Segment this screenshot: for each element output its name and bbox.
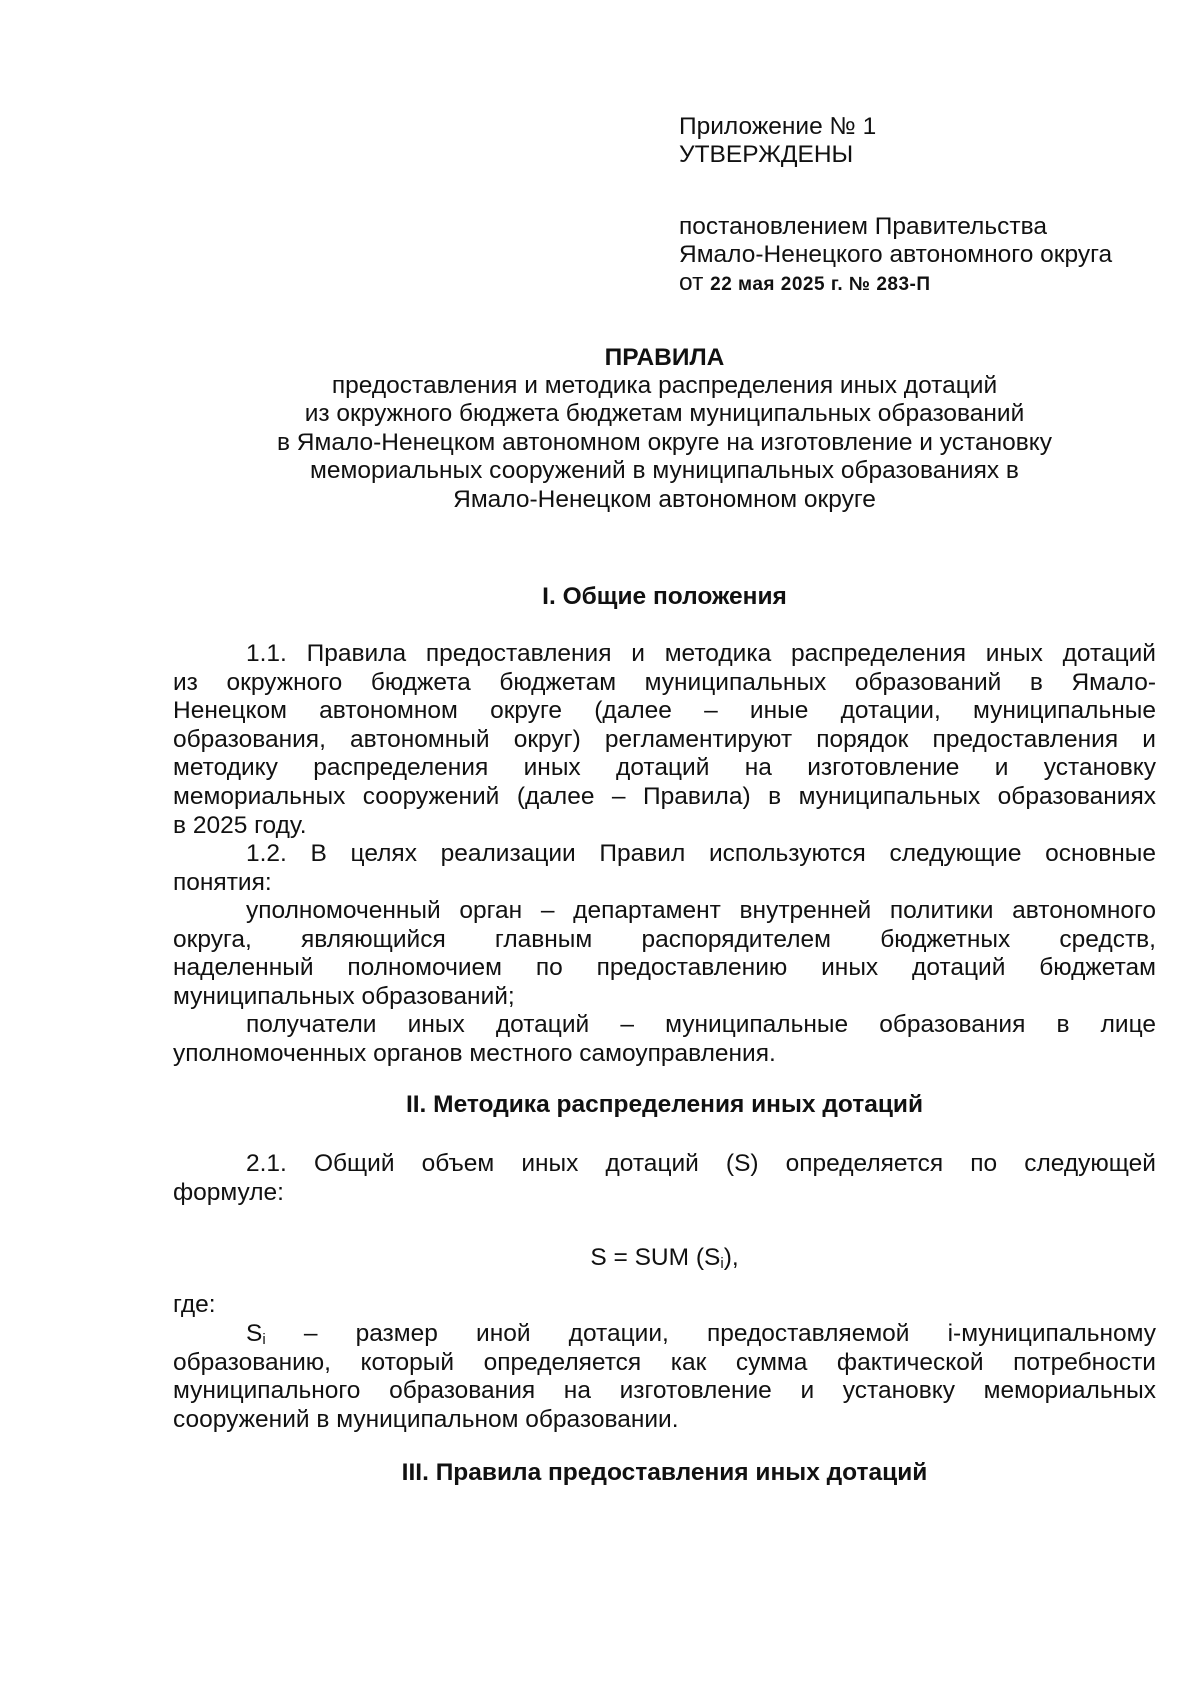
text-line: Ненецком автономном округе (далее – иные дотации, муниципальные (173, 697, 1156, 725)
date-prefix: от (679, 269, 711, 296)
paragraph-1-2 (173, 840, 1156, 897)
resolution-date-line (679, 269, 1159, 299)
formula-main: S = SUM (S (590, 1244, 721, 1271)
text-line: округа, являющийся главным распорядителем бюджетных средств, (173, 925, 1156, 953)
subtitle-line: Ямало-Ненецком автономном округе (453, 485, 876, 513)
government-line: Ямало-Ненецкого автономного округа (679, 241, 1113, 268)
resolution-date-number: 22 мая 2025 г. № 283-П (710, 274, 931, 295)
formula-subscript: i (720, 1255, 724, 1272)
approved-label: УТВЕРЖДЕНЫ (679, 141, 854, 168)
text-line: муниципальных образований; (173, 982, 515, 1010)
paragraph-1-1 (173, 640, 1156, 840)
section-1-heading: I. Общие положения (542, 583, 787, 610)
subtitle-line: мемориальных сооружений в муниципальных образованиях в (310, 457, 1019, 485)
subtitle-line: предоставления и методика распределения иных дотаций (331, 372, 998, 399)
document-title-block (173, 343, 1156, 514)
text-line: мемориальных сооружений (далее – Правила) в муниципальных образованиях (173, 782, 1156, 810)
definition-text: – размер иной дотации, предоставляемой i-муниципальному (265, 1320, 1156, 1347)
paragraph-si-definition (173, 1320, 1156, 1434)
paragraph-where (173, 1291, 1156, 1320)
section-2-heading: II. Методика распределения иных дотаций (405, 1091, 924, 1118)
text-line: 2.1. Общий объем иных дотаций (S) определяется по следующей (246, 1150, 1156, 1177)
formula (173, 1244, 1156, 1273)
paragraph-authorized-body (173, 897, 1156, 1011)
text-line: из окружного бюджета бюджетам муниципальных образований в Ямало- (173, 668, 1156, 696)
text-line: уполномоченных органов местного самоуправления. (173, 1039, 776, 1067)
text-line: муниципального образования на изготовление и установку мемориальных (173, 1377, 1156, 1405)
resolution-line: постановлением Правительства (679, 213, 1047, 240)
text-line: методику распределения иных дотаций на изготовление и установку (173, 754, 1156, 782)
text-line: уполномоченный орган – департамент внутренней политики автономного (246, 897, 1156, 924)
text-line: сооружений в муниципальном образовании. (173, 1405, 679, 1433)
text-line: формуле: (173, 1178, 284, 1206)
subtitle-line: из окружного бюджета бюджетам муниципальных образований (304, 400, 1025, 428)
where-label: где: (173, 1291, 216, 1318)
formula-end: ), (723, 1244, 739, 1271)
subtitle-line: в Ямало-Ненецком автономном округе на изготовление и установку (276, 428, 1053, 456)
text-line: понятия: (173, 868, 272, 896)
text-line: 1.2. В целях реализации Правил используются следующие основные (246, 840, 1156, 867)
text-line: 1.1. Правила предоставления и методика распределения иных дотаций (246, 640, 1156, 667)
text-line: образования, автономный округ) регламентируют порядок предоставления и (173, 725, 1156, 753)
approval-block (679, 113, 1159, 299)
document-title: ПРАВИЛА (604, 344, 725, 371)
symbol-s: S (246, 1320, 263, 1347)
text-line: получатели иных дотаций – муниципальные образования в лице (246, 1011, 1156, 1038)
text-line: в 2025 году. (173, 811, 307, 839)
text-line (173, 1320, 1156, 1349)
paragraph-recipients (173, 1011, 1156, 1068)
appendix-number: Приложение № 1 (679, 113, 877, 140)
text-line: образованию, который определяется как сумма фактической потребности (173, 1348, 1156, 1376)
symbol-subscript: i (262, 1331, 266, 1348)
section-3-heading: III. Правила предоставления иных дотаций (401, 1459, 928, 1486)
text-line: наделенный полномочием по предоставлению иных дотаций бюджетам (173, 954, 1156, 982)
paragraph-2-1 (173, 1150, 1156, 1207)
